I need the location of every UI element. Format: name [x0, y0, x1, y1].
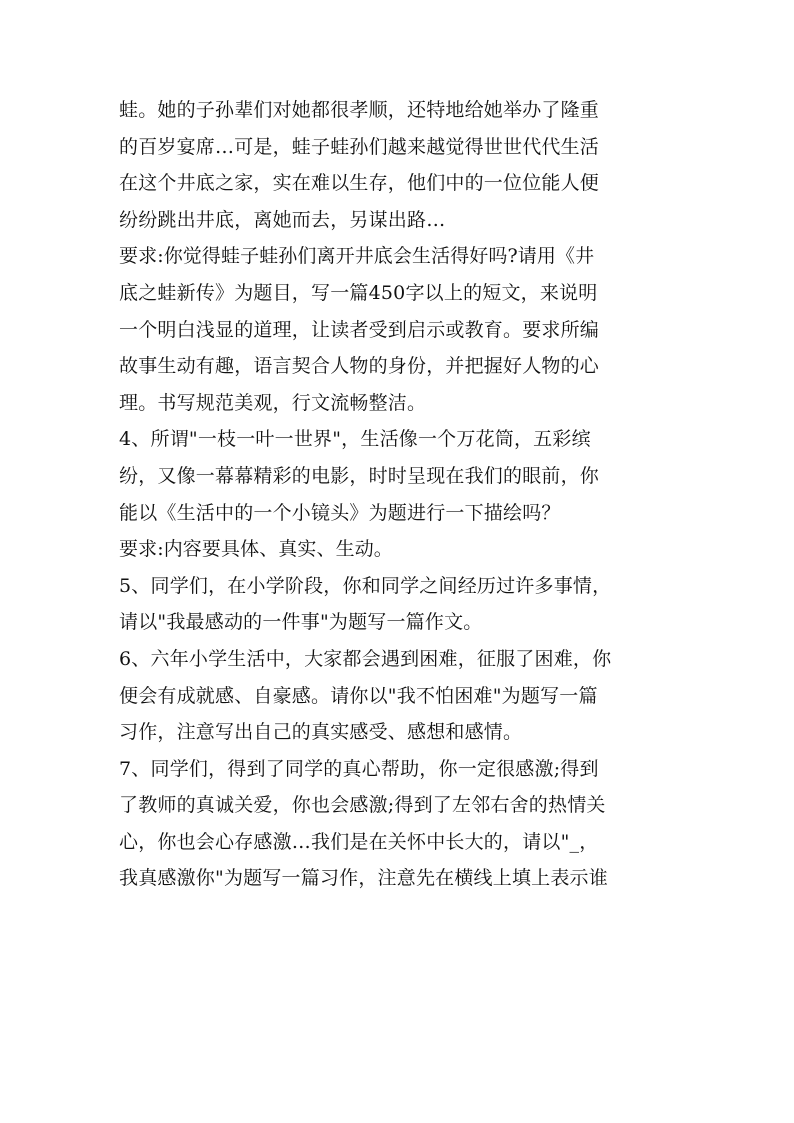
- text-line: 纷纷跳出井底，离她而去，另谋出路…: [119, 208, 446, 231]
- text-line: 理。书写规范美观，行文流畅整洁。: [119, 391, 427, 414]
- text-line: 我真感激你"为题写一篇习作，注意先在横线上填上表示谁: [119, 867, 608, 890]
- text-line: 的百岁宴席…可是，蛙子蛙孙们越来越觉得世世代代生活: [119, 135, 600, 158]
- text-line: 底之蛙新传》为题目，写一篇450字以上的短文，来说明: [119, 281, 598, 304]
- text-line: 便会有成就感、自豪感。请你以"我不怕困难"为题写一篇: [119, 684, 598, 707]
- text-line: 故事生动有趣，语言契合人物的身份，并把握好人物的心: [119, 355, 600, 378]
- text-line: 能以《生活中的一个小镜头》为题进行一下描绘吗？: [119, 501, 561, 524]
- text-line: 请以"我最感动的一件事"为题写一篇作文。: [119, 611, 483, 634]
- text-line: 心，你也会心存感激…我们是在关怀中长大的，请以"_，: [119, 830, 599, 853]
- document-body: [119, 92, 677, 897]
- text-line: 蛙。她的子孙辈们对她都很孝顺，还特地给她举办了隆重: [119, 99, 600, 121]
- text-line: 纷，又像一幕幕精彩的电影，时时呈现在我们的眼前，你: [119, 464, 600, 487]
- text-line: 在这个井底之家，实在难以生存，他们中的一位位能人便: [119, 172, 600, 195]
- requirement-line: 要求:内容要具体、真实、生动。: [119, 538, 393, 561]
- question-line: 5、同学们，在小学阶段，你和同学之间经历过许多事情，: [119, 574, 612, 597]
- text-line: 了教师的真诚关爱，你也会感激;得到了左邻右舍的热情关: [119, 794, 606, 817]
- question-line: 6、六年小学生活中，大家都会遇到困难，征服了困难，你: [119, 647, 612, 670]
- question-line: 7、同学们，得到了同学的真心帮助，你一定很感激;得到: [119, 757, 599, 780]
- text-line: 一个明白浅显的道理，让读者受到启示或教育。要求所编: [119, 318, 600, 341]
- text-line: 习作，注意写出自己的真实感受、感想和感情。: [119, 721, 523, 744]
- question-line: 4、所谓"一枝一叶一世界"，生活像一个万花筒，五彩缤: [119, 428, 591, 451]
- requirement-line: 要求:你觉得蛙子蛙孙们离开井底会生活得好吗?请用《井: [119, 245, 595, 268]
